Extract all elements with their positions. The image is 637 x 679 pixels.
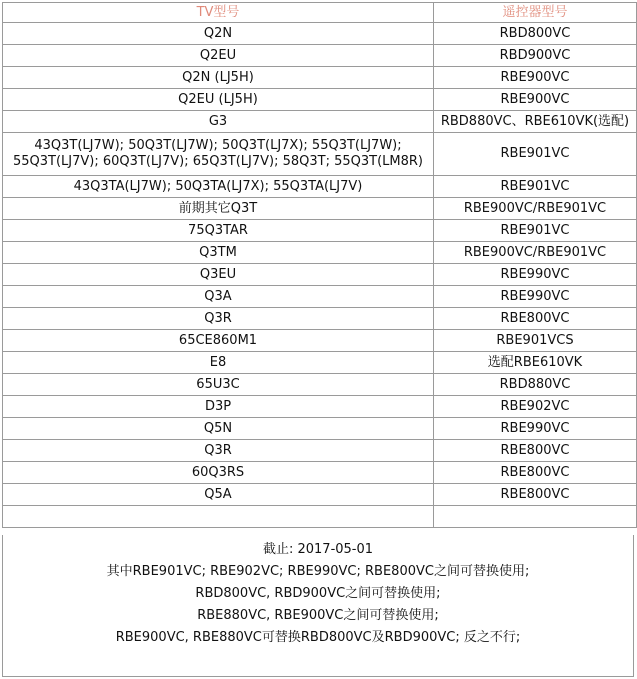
note-line: RBE900VC, RBE880VC可替换RBD800VC及RBD900VC; 反之不行;	[115, 630, 521, 645]
table-row	[3, 133, 637, 176]
table-row	[3, 462, 637, 484]
table-row	[3, 111, 637, 133]
tv-model-header: TV型号	[3, 3, 434, 23]
remote-model-cell: RBE990VC	[434, 286, 637, 308]
tv-model-text: Q3EU	[199, 266, 237, 282]
table-row	[3, 220, 637, 242]
tv-model-cell	[3, 352, 434, 374]
tv-model-cell	[3, 286, 434, 308]
table-row	[3, 89, 637, 111]
tv-model-text: D3P	[204, 398, 232, 414]
tv-model-cell	[3, 374, 434, 396]
tv-model-cell	[3, 242, 434, 264]
cutoff-date: 截止: 2017-05-01	[262, 542, 374, 557]
remote-model-header: 遥控器型号	[434, 3, 637, 23]
tv-model-cell	[3, 440, 434, 462]
tv-model-cell	[3, 198, 434, 220]
tv-model-cell	[3, 23, 434, 45]
table-row	[3, 198, 637, 220]
tv-model-text: Q3A	[204, 288, 232, 304]
table-row	[3, 242, 637, 264]
tv-model-text: G3	[208, 113, 228, 129]
table-row	[3, 330, 637, 352]
remote-model-cell: RBD800VC	[434, 23, 637, 45]
remote-model-cell: RBE901VCS	[434, 330, 637, 352]
table-row	[3, 484, 637, 506]
tv-model-cell	[3, 176, 434, 198]
table-row	[3, 506, 637, 528]
tv-model-text: Q3R	[204, 310, 232, 326]
remote-model-cell: RBD880VC	[434, 374, 637, 396]
table-row	[3, 396, 637, 418]
remote-model-cell: RBE900VC/RBE901VC	[434, 242, 637, 264]
notes-section	[2, 535, 634, 677]
table-row	[3, 23, 637, 45]
tv-model-text: 43Q3TA(LJ7W); 50Q3TA(LJ7X); 55Q3TA(LJ7V)	[73, 178, 363, 194]
tv-model-cell	[3, 330, 434, 352]
note-line: RBE880VC, RBE900VC之间可替换使用;	[197, 608, 439, 623]
remote-model-cell: RBE800VC	[434, 484, 637, 506]
tv-model-text: Q2N	[203, 25, 233, 41]
remote-model-cell: RBE800VC	[434, 462, 637, 484]
note-line: RBD800VC, RBD900VC之间可替换使用;	[195, 586, 441, 601]
remote-model-cell: RBE800VC	[434, 440, 637, 462]
table-row	[3, 45, 637, 67]
tv-model-text: 65U3C	[196, 376, 240, 392]
tv-model-cell	[3, 264, 434, 286]
tv-model-cell	[3, 418, 434, 440]
remote-model-cell: RBE900VC	[434, 67, 637, 89]
tv-model-cell	[3, 89, 434, 111]
tv-model-cell	[3, 484, 434, 506]
remote-model-cell: RBE901VC	[434, 133, 637, 176]
remote-model-cell: RBE902VC	[434, 396, 637, 418]
tv-model-cell	[3, 133, 434, 176]
table-row	[3, 418, 637, 440]
table-row	[3, 440, 637, 462]
tv-model-cell	[3, 506, 434, 528]
table-row	[3, 374, 637, 396]
tv-model-text: 55Q3T(LJ7V); 60Q3T(LJ7V); 65Q3T(LJ7V); 58Q3T; 55Q3T(LM8R)	[12, 154, 424, 169]
tv-model-text: Q5N	[203, 420, 233, 436]
tv-model-cell	[3, 462, 434, 484]
remote-model-cell: RBD880VC、RBE610VK(选配)	[434, 111, 637, 133]
table-row	[3, 67, 637, 89]
note-line: 其中RBE901VC; RBE902VC; RBE990VC; RBE800VC之间可替换使用;	[106, 564, 530, 579]
tv-model-cell	[3, 220, 434, 242]
tv-model-cell	[3, 396, 434, 418]
tv-model-text: 75Q3TAR	[188, 222, 248, 238]
remote-model-cell: RBE800VC	[434, 308, 637, 330]
tv-model-text: Q2N (LJ5H)	[182, 69, 254, 85]
tv-model-text: 前期其它Q3T	[178, 200, 258, 216]
remote-model-cell: 选配RBE610VK	[434, 352, 637, 374]
remote-model-cell: RBE990VC	[434, 418, 637, 440]
remote-compatibility-table	[2, 2, 637, 528]
remote-model-cell: RBE990VC	[434, 264, 637, 286]
tv-model-text: Q2EU (LJ5H)	[178, 91, 258, 107]
remote-model-cell	[434, 506, 637, 528]
tv-model-text: Q5A	[204, 486, 232, 502]
table-row	[3, 176, 637, 198]
tv-model-text: 65CE860M1	[178, 332, 258, 348]
table-row	[3, 352, 637, 374]
remote-model-cell: RBE901VC	[434, 176, 637, 198]
remote-model-cell: RBD900VC	[434, 45, 637, 67]
tv-model-text: Q3R	[204, 442, 232, 458]
tv-model-text: Q2EU	[199, 47, 237, 63]
table-row	[3, 286, 637, 308]
table-row	[3, 308, 637, 330]
tv-model-text: E8	[209, 354, 227, 370]
remote-model-cell: RBE900VC	[434, 89, 637, 111]
table-header-row	[3, 3, 637, 23]
table-row	[3, 264, 637, 286]
tv-model-cell	[3, 111, 434, 133]
tv-model-cell	[3, 45, 434, 67]
tv-model-text: 60Q3RS	[191, 464, 245, 480]
tv-model-cell	[3, 67, 434, 89]
tv-model-text: Q3TM	[199, 244, 237, 260]
remote-model-cell: RBE900VC/RBE901VC	[434, 198, 637, 220]
tv-model-cell	[3, 308, 434, 330]
tv-model-text: 43Q3T(LJ7W); 50Q3T(LJ7W); 50Q3T(LJ7X); 55Q3T(LJ7W);	[34, 138, 402, 153]
remote-model-cell: RBE901VC	[434, 220, 637, 242]
